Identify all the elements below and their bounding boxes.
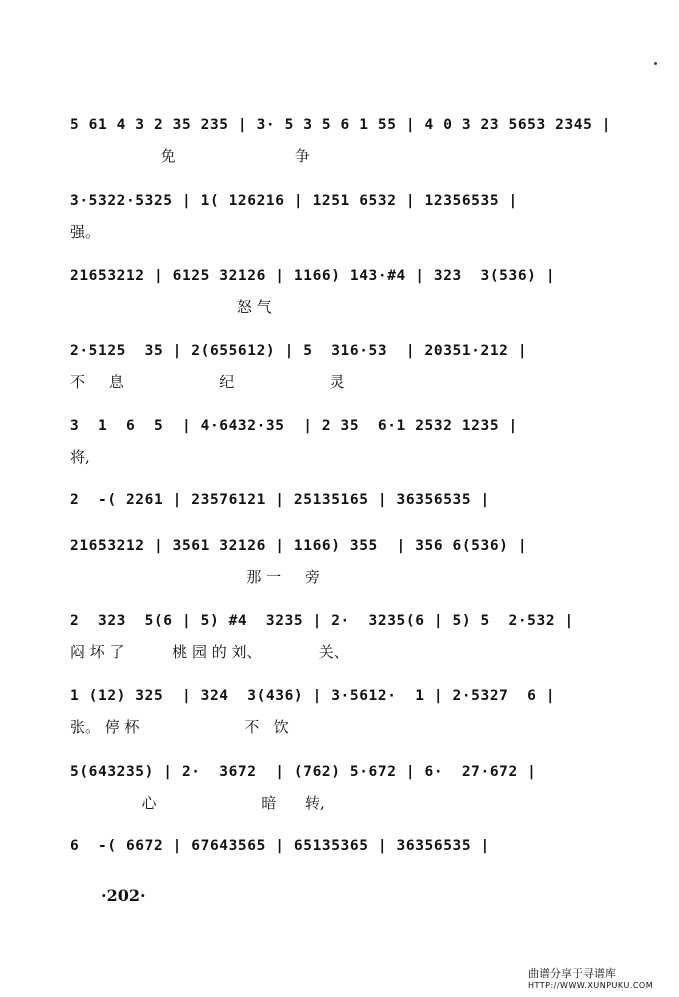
notation-line: 2 -( 2261 | 23576121 | 25135165 | 36356535 |	[70, 492, 490, 508]
notation-line: 21653212 | 3561 32126 | 1166) 355 | 356 6(536) |	[70, 538, 528, 554]
lyrics-line: 怒 气	[70, 298, 272, 316]
lyrics-line	[70, 866, 610, 888]
lyrics-line: 张。 停 杯 不 饮	[70, 718, 289, 736]
lyrics-line: 强。	[70, 223, 101, 241]
lyrics-line: 不 息 纪 灵	[70, 373, 345, 391]
tick-mark	[654, 62, 657, 65]
notation-line: 5(643235) | 2· 3672 | (762) 5·672 | 6· 27·672 |	[70, 764, 537, 780]
lyrics-line: 那 一 旁	[70, 568, 321, 586]
notation-line: 5 61 4 3 2 35 235 | 3· 5 3 5 6 1 5⁢5 | 4 0 3 23 5653 2345 |	[70, 117, 612, 133]
lyrics-line: 心 暗 转,	[70, 794, 325, 812]
watermark-title: 曲谱分享于寻谱库	[528, 967, 616, 980]
lyrics-line: 免 争	[70, 147, 310, 165]
lyrics-line: 闷 坏 了 桃 园 的 刘、 关、	[70, 643, 349, 661]
notation-line: 2 323 5(6 | 5) #4 3235 | 2· 3235(6 | 5) 5 2·532 |	[70, 613, 574, 629]
lyrics-line: 将,	[70, 448, 90, 466]
notation-line: 2·5125 35 | 2(655612) | 5 316·53 | 20351·212 |	[70, 343, 528, 359]
watermark	[528, 968, 653, 992]
notation-line: 21653212 | 6125 32126 | 1166) 143·#4 | 323 3(536) |	[70, 268, 556, 284]
staff-row	[0, 832, 679, 928]
watermark-url: HTTP://WWW.XUNPUKU.COM	[528, 981, 654, 990]
notation-line: 6 -( 6672 | 67643565 | 65135365 | 36356535 |	[70, 838, 490, 854]
notation-line: 3·5322·5325 | 1( 126216 | 1251 6532 | 12356535 |	[70, 193, 518, 209]
notation-line: 1 (12) 325 | 324 3(436) | 3·5612· 1 | 2·5327 6 |	[70, 688, 556, 704]
notation-line: 3 1 6 5 | 4·6432·35 | 2 35 6·1 2532 1235 |	[70, 418, 518, 434]
page-number: ·202·	[101, 886, 146, 905]
